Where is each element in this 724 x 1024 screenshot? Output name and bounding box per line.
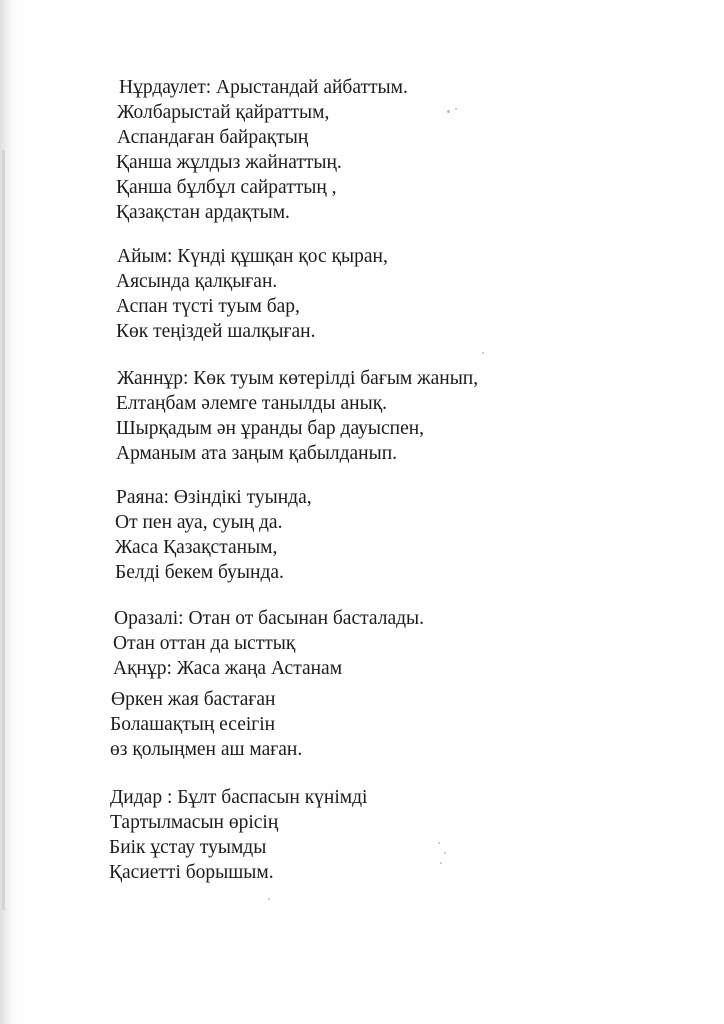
poem-line: Елтаңбам әлемге танылды анық. [116,393,388,414]
poem-line: Дидар : Бұлт баспасын күнімді [110,787,368,808]
poem-line: Қанша бұлбұл сайраттың , [116,177,337,198]
poem-line: Биік ұстау туымды [109,837,267,858]
poem-line: Жаса Қазақстаным, [115,537,278,558]
poem-line: Жаннұр: Көк туым көтерілді бағым жанып, [117,368,479,389]
poem-line: Арманым ата заңым қабылданып. [116,443,398,464]
poem-line: Аясында қалқыған. [116,271,278,292]
poem-line: Раяна: Өзіндікі туында, [116,487,312,508]
poem-line: Жолбарыстай қайраттым, [117,102,330,123]
poem-line: Аспан түсті туым бар, [116,296,300,317]
poem-line: Өркен жая бастаған [111,689,276,710]
poem-line: Болашақтың есеігін [110,714,276,735]
poem-line: өз қолыңмен аш маған. [110,739,303,760]
poem-line: Айым: Күнді құшқан қос қыран, [117,246,388,267]
poem-line: Аспандаған байрақтың [117,127,309,148]
poem-line: Көк теңіздей шалқыған. [116,321,316,342]
poem-line: Нұрдаулет: Арыстандай айбаттым. [119,77,408,98]
poem-line: Қазақстан ардақтым. [116,202,290,223]
poem-line: Оразалі: Отан от басынан басталады. [114,608,424,629]
poem-line: Ақнұр: Жаса жаңа Астанам [113,658,343,679]
poem-line: Белді бекем буында. [115,562,284,583]
poem-line: Тартылмасын өрісің [110,812,279,833]
poem-line: Қасиетті борышым. [109,862,274,883]
poem-line: Шырқадым ән ұранды бар дауыспен, [116,418,425,439]
poem-line: Қанша жұлдыз жайнаттың. [116,152,342,173]
poem-line: Отан оттан да ысттық [113,633,296,654]
poem-line: От пен ауа, суың да. [115,512,283,533]
